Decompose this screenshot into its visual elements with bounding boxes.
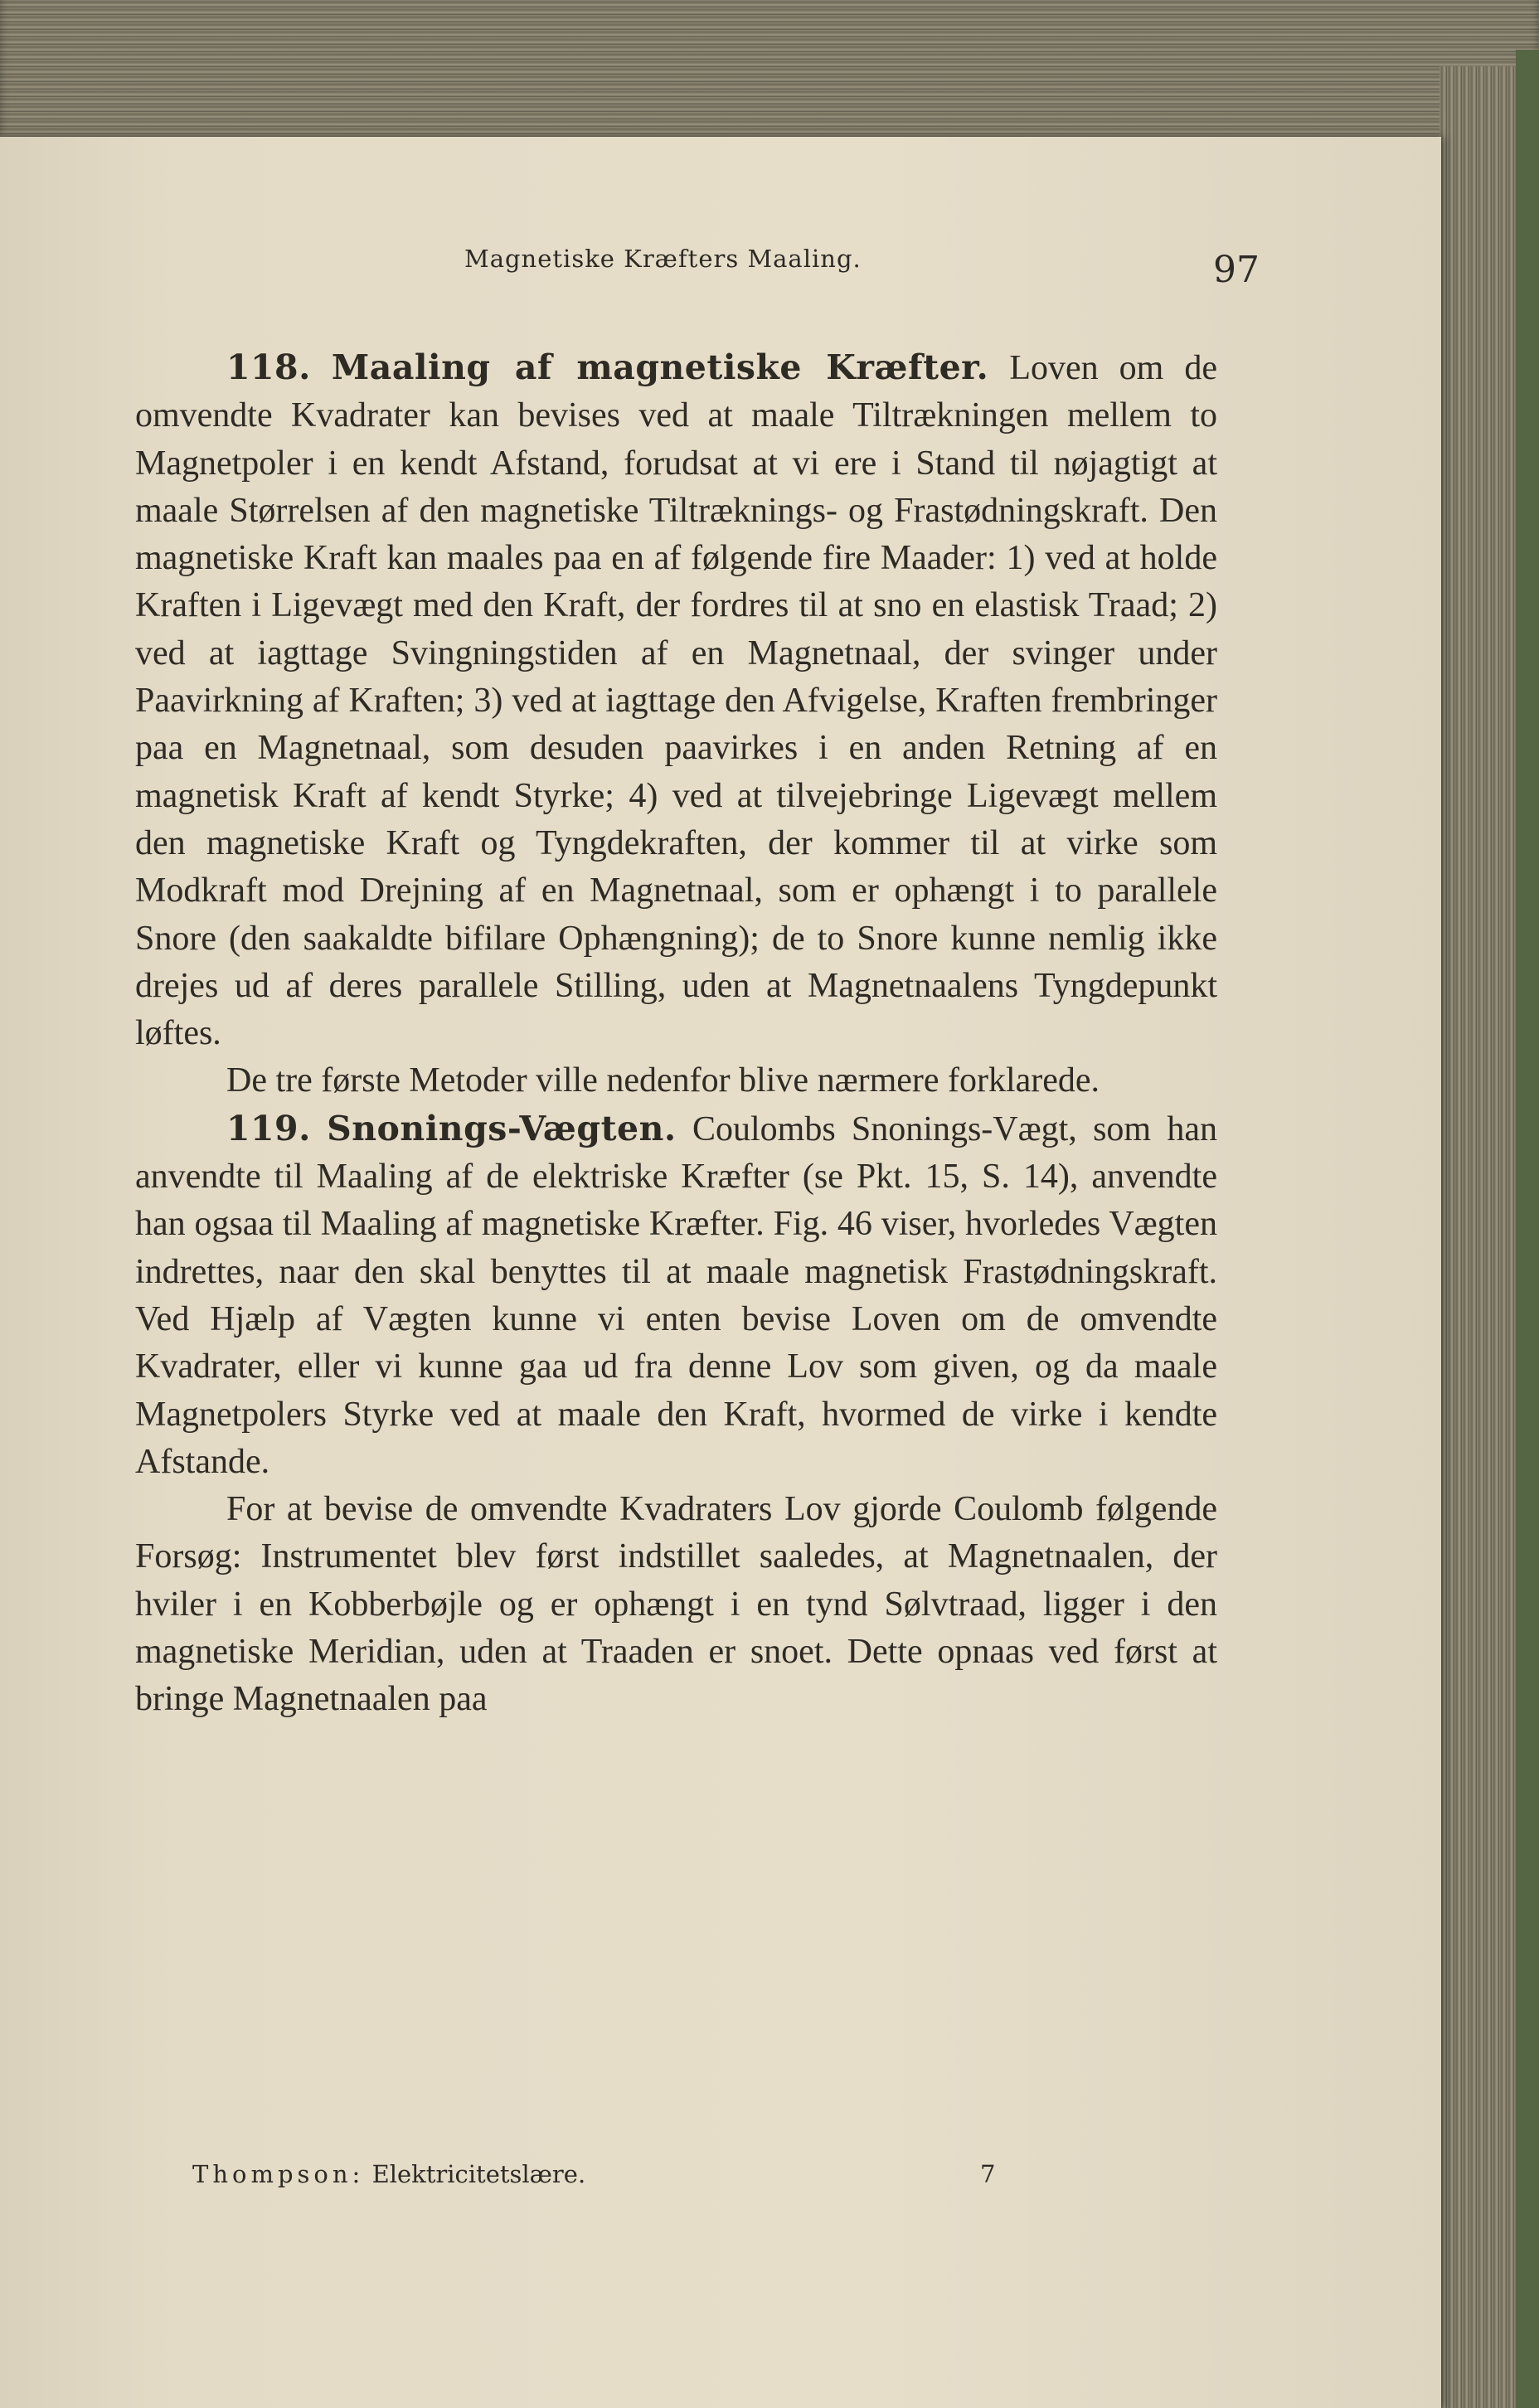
footer-author: Thompson: — [192, 2160, 365, 2188]
section-number: 119. — [226, 1108, 311, 1148]
printer-signature-mark: 7 — [980, 2160, 996, 2188]
paragraph — [135, 1057, 1217, 1104]
paragraph-text: De tre første Metoder ville nedenfor blive nærmere forklarede. — [226, 1061, 1100, 1100]
paragraph — [135, 1486, 1217, 1723]
page-number: 97 — [1213, 249, 1260, 291]
paragraph — [135, 1105, 1217, 1486]
running-head: Magnetiske Kræfters Maaling. — [464, 245, 862, 273]
book-cover-edge — [1516, 50, 1539, 2408]
page-edges-top — [0, 0, 1539, 158]
footer-title: Elektricitetslære. — [371, 2160, 586, 2188]
section-title: Maaling af magnetiske Kræfter. — [331, 347, 989, 387]
section-number: 118. — [226, 347, 311, 387]
footer-signature-line — [192, 2160, 1022, 2188]
paragraph-text: For at bevise de omvendte Kvadraters Lov gjorde Coulomb følgende Forsøg: Instrumentet blev først indstillet saaledes, at Magnetnaalen, der hviler i en Kobberbøjle og er ophængt i en tynd Sølvtraad, ligger i den magnetiske Meridian, uden at Traaden er snoet. Dette opnaas ved først at bringe Magnetnaalen paa — [135, 1490, 1217, 1719]
section-title: Snonings-Vægten. — [327, 1108, 677, 1148]
paragraph — [135, 344, 1217, 1057]
paragraph-text: Coulombs Snonings-Vægt, som han anvendte til Maaling af de elektriske Kræfter (se Pkt. 15, S. 14), anvendte han ogsaa til Maaling af magnetiske Kræfter. Fig. 46 viser, hvorledes Vægten indrettes, naar den skal benyttes til at maale magnetisk Frastødningskraft. Ved Hjælp af Vægten kunne vi enten bevise Loven om de omvendte Kvadrater, eller vi kunne gaa ud fra denne Lov som given, og da maale Magnetpolers Styrke ved at maale den Kraft, hvormed de virke i kendte Afstande. — [135, 1109, 1218, 1481]
paragraph-text: Loven om de omvendte Kvadrater kan bevises ved at maale Tiltrækningen mellem to Magnetpoler i en kendt Afstand, forudsat at vi ere i Stand til nøjagtigt at maale Størrelsen af den magnetiske Tiltræknings- og Frastødningskraft. Den magnetiske Kraft kan maales paa en af følgende fire Maader: 1) ved at holde Kraften i Ligevægt med den Kraft, der fordres til at sno en elastisk Traad; 2) ved at iagttage Svingningstiden af en Magnetnaal, der svinger under Paavirkning af Kraften; 3) ved at iagttage den Afvigelse, Kraften frembringer paa en Magnetnaal, som desuden paavirkes i en anden Retning af en magnetisk Kraft af kendt Styrke; 4) ved at tilvejebringe Ligevægt mellem den magnetiske Kraft og Tyngdekraften, der kommer til at virke som Modkraft mod Drejning af en Magnetnaal, som er ophængt i to parallele Snore (den saakaldte bifilare Ophængning); de to Snore kunne nemlig ikke drejes ud af deres parallele Stilling, uden at Magnetnaalens Tyngdepunkt løftes. — [135, 349, 1218, 1053]
body-text — [135, 344, 1217, 1724]
